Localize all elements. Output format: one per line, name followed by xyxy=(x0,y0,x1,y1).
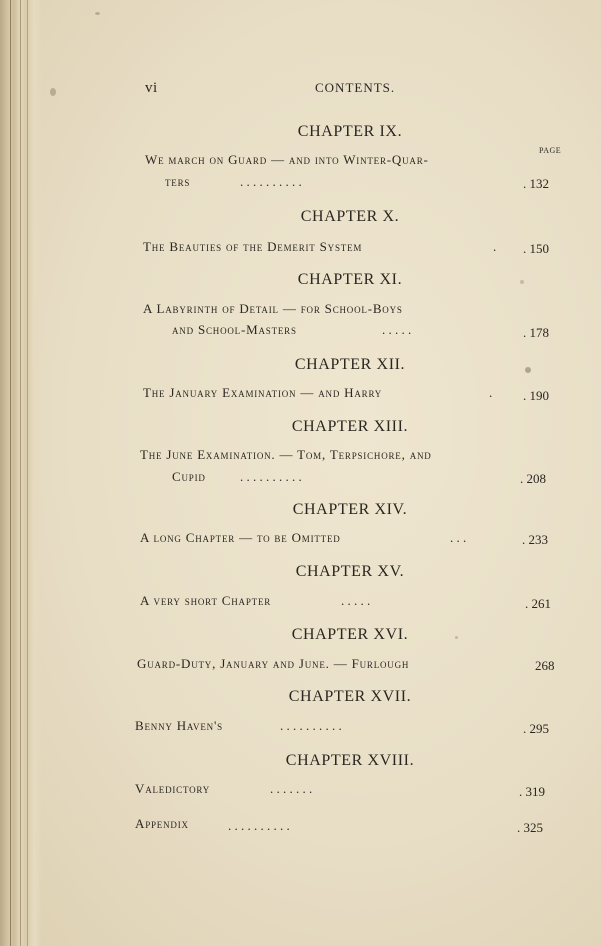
chapter-title-line: ters xyxy=(165,174,191,189)
chapter-heading: CHAPTER XIII. xyxy=(291,418,409,435)
chapter-heading: CHAPTER XII. xyxy=(294,356,406,373)
gutter-edge-line xyxy=(10,0,11,946)
leader-dots: . xyxy=(489,385,493,400)
chapter-title-line: Benny Haven's xyxy=(135,718,223,733)
chapter-heading: CHAPTER XV. xyxy=(295,563,405,580)
leader-dots: . . . . . xyxy=(341,593,371,608)
chapter-title-line: A very short Chapter xyxy=(140,593,272,608)
chapter-page-number: . 178 xyxy=(523,325,549,340)
running-head xyxy=(145,80,565,100)
leader-dots: . . . xyxy=(450,530,467,545)
chapter-heading: CHAPTER XVII. xyxy=(288,688,412,705)
appendix-page-number: . 325 xyxy=(517,820,543,835)
leader-dots: . . . . . . . . . . xyxy=(240,469,302,484)
chapter-title-line: Guard-Duty, January and June. — Furlough xyxy=(137,656,410,671)
chapter-heading: CHAPTER XIV. xyxy=(292,501,408,518)
appendix-entry: Appendix xyxy=(135,816,189,831)
leader-dots: . . . . . . . . . . xyxy=(280,718,342,733)
page-number: vi xyxy=(145,80,158,96)
chapter-title-line: The Beauties of the Demerit System xyxy=(143,239,363,254)
chapter-page-number: . 150 xyxy=(523,241,549,256)
leader-dots: . xyxy=(493,239,497,254)
chapter-heading: CHAPTER X. xyxy=(300,208,400,225)
leader-dots: . . . . . . . . . . xyxy=(240,174,302,189)
page-gutter xyxy=(0,0,42,946)
chapter-page-number: . 208 xyxy=(520,471,546,486)
chapter-heading: CHAPTER XVIII. xyxy=(285,752,415,769)
chapter-heading: CHAPTER XI. xyxy=(297,271,403,288)
gutter-edge-line xyxy=(20,0,21,946)
leader-dots: . . . . . xyxy=(382,322,412,337)
chapter-page-number: . 295 xyxy=(523,721,549,736)
chapter-page-number: . 261 xyxy=(525,596,551,611)
chapter-page-number: . 319 xyxy=(519,784,545,799)
chapter-heading: CHAPTER IX. xyxy=(297,123,403,140)
paper-blemish xyxy=(50,88,56,96)
chapter-heading: CHAPTER XVI. xyxy=(291,626,409,643)
chapter-title-line: Valedictory xyxy=(135,781,211,796)
chapter-title-line: A long Chapter — to be Omitted xyxy=(140,530,341,545)
running-title: CONTENTS. xyxy=(315,80,396,95)
chapter-title-line: Cupid xyxy=(172,469,206,484)
leader-dots: . . . . . . . . . . xyxy=(228,818,290,833)
chapter-page-number: . 190 xyxy=(523,388,549,403)
chapter-title-line: and School-Masters xyxy=(172,322,297,337)
page-column-label: PAGE xyxy=(539,146,562,155)
gutter-edge-line xyxy=(27,0,28,946)
chapter-title-line: We march on Guard — and into Winter-Quar- xyxy=(145,152,429,167)
chapter-page-number: 268 xyxy=(535,658,555,673)
paper-blemish xyxy=(95,12,100,15)
chapter-page-number: . 132 xyxy=(523,176,549,191)
chapter-page-number: . 233 xyxy=(522,532,548,547)
leader-dots: . . . . . . . xyxy=(270,781,313,796)
chapter-title-line: The June Examination. — Tom, Terpsichore, and xyxy=(140,447,432,462)
chapter-title-line: A Labyrinth of Detail — for School-Boys xyxy=(143,301,403,316)
chapter-title-line: The January Examination — and Harry xyxy=(143,385,383,400)
